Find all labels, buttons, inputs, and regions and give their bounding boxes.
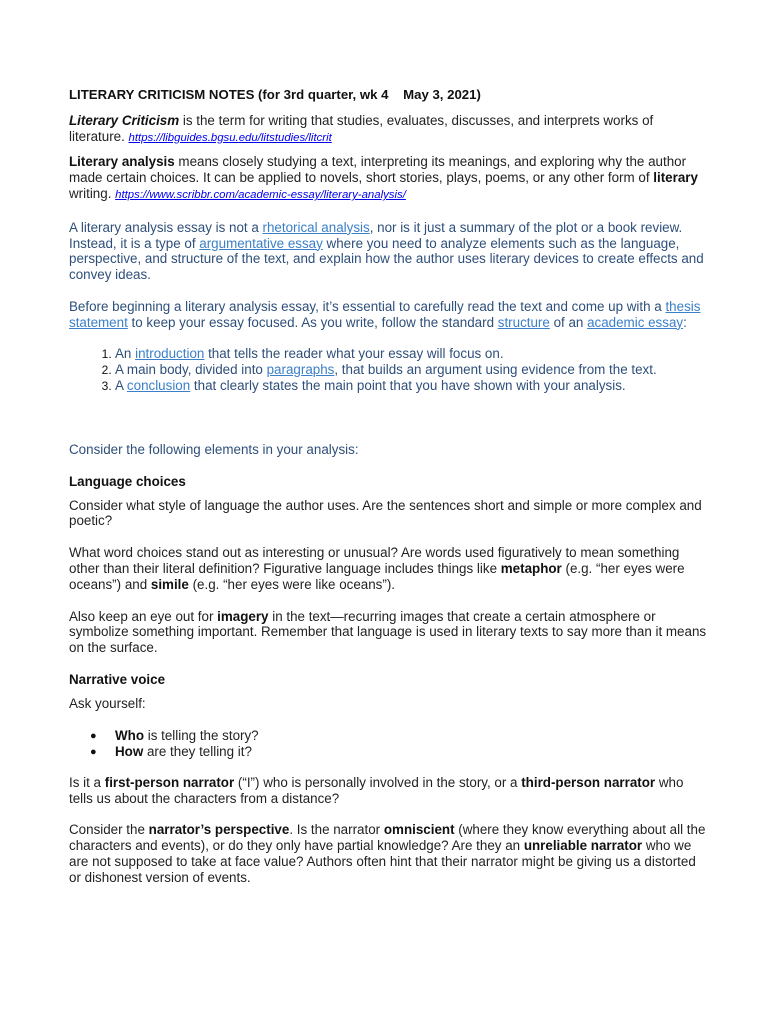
paragraph-text: : <box>683 314 687 330</box>
conclusion-link[interactable]: conclusion <box>126 378 191 394</box>
paragraph-text: of an <box>549 314 588 330</box>
questions-list <box>69 728 709 760</box>
ask-yourself-line: Ask yourself: <box>69 695 146 711</box>
paragraph-text: Before beginning a literary analysis essay, it’s essential to carefully read the text and come up with a <box>69 298 666 314</box>
paragraph-text: writing. <box>69 185 116 201</box>
essay-structure-list <box>69 346 709 395</box>
libguides-link[interactable]: https://libguides.bgsu.edu/litstudies/litcrit <box>128 131 332 144</box>
bold-simile: simile <box>150 576 189 592</box>
before-beginning-paragraph <box>69 299 709 331</box>
paragraphs-link[interactable]: paragraphs <box>266 361 335 377</box>
bold-first-person: first-person narrator <box>104 774 235 790</box>
thesis-statement-link[interactable]: thesis statement <box>69 298 701 330</box>
language-style-paragraph: Consider what style of language the author uses. Are the sentences short and simple or more complex and poetic? <box>69 497 702 529</box>
language-choices-heading: Language choices <box>69 473 186 489</box>
narrative-voice-heading: Narrative voice <box>69 671 166 687</box>
list-item: ● Who is telling the story? <box>90 727 259 743</box>
bold-unreliable: unreliable narrator <box>523 838 643 854</box>
bold-metaphor: metaphor <box>500 560 562 576</box>
paragraph-text: A literary analysis essay is not a <box>69 219 263 235</box>
bold-omniscient: omniscient <box>383 822 455 838</box>
bullet-icon: ● <box>90 729 97 742</box>
structure-link[interactable]: structure <box>497 314 550 330</box>
paragraph-text: to keep your essay focused. As you write, follow the standard <box>127 314 498 330</box>
list-item: ● How are they telling it? <box>90 743 252 759</box>
bold-imagery: imagery <box>217 608 269 624</box>
literary-criticism-paragraph <box>69 113 709 147</box>
rhetorical-analysis-link[interactable]: rhetorical analysis <box>262 219 370 235</box>
word-choices-paragraph: What word choices stand out as interesting or unusual? Are words used figuratively to mean something other than their literal definition? Figurative language includes things like metaphor (e.g. “her eyes were oceans”) and simile (e.g. “her eyes were like oceans”). <box>69 545 685 592</box>
bold-perspective: narrator’s perspective <box>148 822 290 838</box>
narrator-perspective-paragraph: Consider the narrator’s perspective. Is the narrator omniscient (where they know everything about all the characters and events), or do they only have partial knowledge? Are they an unreliable narrator who we are not supposed to take at face value? Authors often hint that their narrator might be giving us a distorted or dishonest version of events. <box>69 822 706 885</box>
narrator-type-paragraph: Is it a first-person narrator (“I”) who is personally involved in the story, or a third-person narrator who tells us about the characters from a distance? <box>69 774 684 806</box>
essay-description-paragraph <box>69 220 709 283</box>
bullet-icon: ● <box>90 745 97 758</box>
argumentative-essay-link[interactable]: argumentative essay <box>199 235 323 251</box>
page-title: LITERARY CRITICISM NOTES (for 3rd quarter, wk 4 May 3, 2021) <box>69 87 481 102</box>
list-item: 2. A main body, divided into paragraphs, that builds an argument using evidence from the text. <box>115 362 709 378</box>
introduction-link[interactable]: introduction <box>135 345 205 361</box>
paragraph-text: , nor is it just a summary of the plot or a book review. Instead, it is a type of <box>69 219 683 251</box>
document-page <box>69 87 709 886</box>
term-literary-criticism: Literary Criticism <box>69 112 180 128</box>
bold-third-person: third-person narrator <box>521 774 656 790</box>
list-item: 1. An introduction that tells the reader what your essay will focus on. <box>115 346 709 362</box>
consider-elements-line: Consider the following elements in your analysis: <box>69 441 359 457</box>
academic-essay-link[interactable]: academic essay <box>587 314 684 330</box>
paragraph-text: is the term for writing that studies, evaluates, discusses, and interprets works of literature. <box>69 112 654 144</box>
bold-literary: literary <box>653 170 698 186</box>
paragraph-text: where you need to analyze elements such as the language, perspective, and structure of the text, and explain how the author uses literary devices to create effects and convey ideas. <box>69 235 704 283</box>
imagery-paragraph: Also keep an eye out for imagery in the text—recurring images that create a certain atmosphere or symbolize something important. Remember that language is used in literary texts to say more than it means on the surface. <box>69 608 707 656</box>
term-literary-analysis: Literary analysis <box>69 154 175 170</box>
literary-analysis-paragraph <box>69 154 709 203</box>
scribbr-link[interactable]: https://www.scribbr.com/academic-essay/literary-analysis/ <box>115 188 406 201</box>
paragraph-text: means closely studying a text, interpreting its meanings, and exploring why the author made certain choices. It can be applied to novels, short stories, plays, poems, or any other form of <box>69 154 687 186</box>
list-item: 3. A conclusion that clearly states the main point that you have shown with your analysis. <box>115 378 709 394</box>
